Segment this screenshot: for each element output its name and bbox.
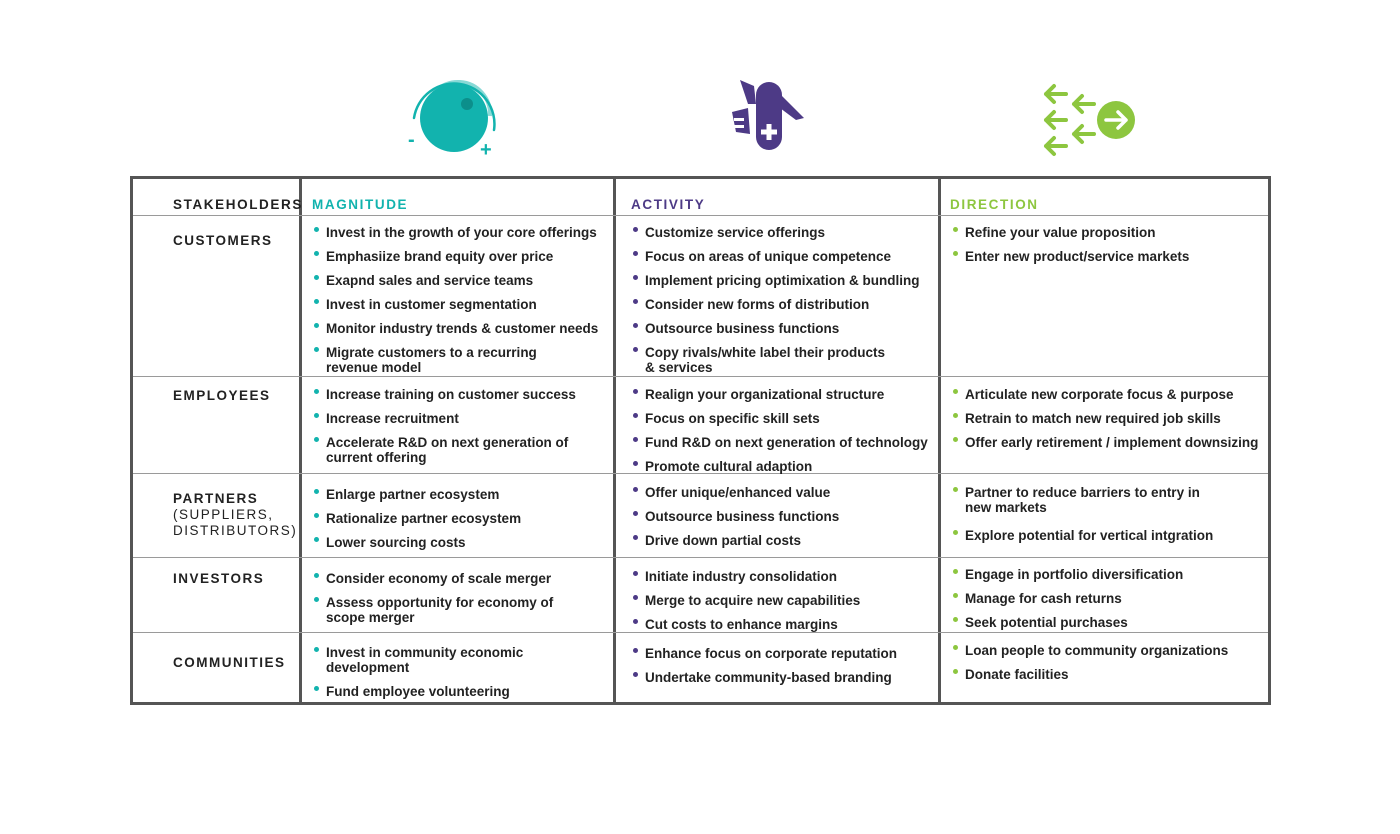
list-item: Consider economy of scale merger xyxy=(314,571,609,586)
communities-direction-list xyxy=(953,643,1263,691)
partners-sublabel: (SUPPLIERS, DISTRIBUTORS) xyxy=(173,507,298,538)
list-item: Enter new product/service markets xyxy=(953,249,1263,264)
list-item: Undertake community-based branding xyxy=(633,670,933,685)
list-item: Customize service offerings xyxy=(633,225,933,240)
list-item: Emphasiize brand equity over price xyxy=(314,249,609,264)
communities-magnitude-list xyxy=(314,645,609,708)
header-magnitude: MAGNITUDE xyxy=(312,197,409,212)
row-label-partners xyxy=(173,491,303,539)
list-item: Outsource business functions xyxy=(633,321,933,336)
list-item: Enlarge partner ecosystem xyxy=(314,487,609,502)
customers-direction-list xyxy=(953,225,1263,273)
list-item: Articulate new corporate focus & purpose xyxy=(953,387,1263,402)
column-divider xyxy=(613,179,616,702)
list-item: Rationalize partner ecosystem xyxy=(314,511,609,526)
row-divider xyxy=(133,557,1268,558)
dial-plus-label: + xyxy=(480,139,492,160)
list-item: Implement pricing optimixation & bundling xyxy=(633,273,933,288)
column-divider xyxy=(938,179,941,702)
list-item: Focus on specific skill sets xyxy=(633,411,933,426)
list-item: Invest in customer segmentation xyxy=(314,297,609,312)
partners-direction-list xyxy=(953,485,1263,552)
list-item: Refine your value proposition xyxy=(953,225,1263,240)
investors-direction-list xyxy=(953,567,1263,639)
row-label-communities: COMMUNITIES xyxy=(173,655,286,670)
list-item: Realign your organizational structure xyxy=(633,387,933,402)
strategy-matrix xyxy=(130,176,1271,705)
list-item: Fund R&D on next generation of technology xyxy=(633,435,933,450)
column-divider xyxy=(299,179,302,702)
list-item: Donate facilities xyxy=(953,667,1263,682)
row-label-employees: EMPLOYEES xyxy=(173,388,271,403)
list-item: Outsource business functions xyxy=(633,509,933,524)
list-item: Cut costs to enhance margins xyxy=(633,617,933,632)
communities-activity-list xyxy=(633,646,933,694)
header-stakeholders: STAKEHOLDERS xyxy=(173,197,303,212)
list-item: Loan people to community organizations xyxy=(953,643,1263,658)
partners-activity-list xyxy=(633,485,933,557)
list-item: Initiate industry consolidation xyxy=(633,569,933,584)
list-item: Seek potential purchases xyxy=(953,615,1263,630)
list-item: Fund employee volunteering xyxy=(314,684,609,699)
list-item: Exapnd sales and service teams xyxy=(314,273,609,288)
customers-activity-list xyxy=(633,225,933,384)
customers-magnitude-list xyxy=(314,225,609,384)
list-item: Copy rivals/white label their products & services xyxy=(633,345,895,375)
list-item: Enhance focus on corporate reputation xyxy=(633,646,933,661)
list-item: Increase training on customer success xyxy=(314,387,609,402)
row-label-customers: CUSTOMERS xyxy=(173,233,273,248)
employees-direction-list xyxy=(953,387,1263,459)
employees-magnitude-list xyxy=(314,387,609,474)
list-item: Manage for cash returns xyxy=(953,591,1263,606)
header-activity: ACTIVITY xyxy=(631,197,706,212)
list-item: Monitor industry trends & customer needs xyxy=(314,321,609,336)
list-item: Explore potential for vertical intgration xyxy=(953,528,1263,543)
list-item: Promote cultural adaption xyxy=(633,459,933,474)
list-item: Migrate customers to a recurring revenue model xyxy=(314,345,556,375)
list-item: Offer early retirement / implement downsizing xyxy=(953,435,1263,450)
dial-icon xyxy=(404,70,504,160)
arrows-direction-icon xyxy=(1038,80,1142,160)
list-item: Invest in community economic development xyxy=(314,645,609,675)
employees-activity-list xyxy=(633,387,933,483)
list-item: Accelerate R&D on next generation of current offering xyxy=(314,435,576,465)
header-direction: DIRECTION xyxy=(950,197,1039,212)
row-label-investors: INVESTORS xyxy=(173,571,265,586)
dial-minus-label: - xyxy=(408,129,415,151)
list-item: Invest in the growth of your core offerings xyxy=(314,225,609,240)
list-item: Consider new forms of distribution xyxy=(633,297,933,312)
list-item: Lower sourcing costs xyxy=(314,535,609,550)
list-item: Drive down partial costs xyxy=(633,533,933,548)
list-item: Retrain to match new required job skills xyxy=(953,411,1263,426)
list-item: Increase recruitment xyxy=(314,411,609,426)
list-item: Partner to reduce barriers to entry in new markets xyxy=(953,485,1205,515)
row-divider xyxy=(133,215,1268,216)
list-item: Engage in portfolio diversification xyxy=(953,567,1263,582)
list-item: Merge to acquire new capabilities xyxy=(633,593,933,608)
swiss-army-knife-icon xyxy=(726,74,816,154)
partners-magnitude-list xyxy=(314,487,609,559)
investors-magnitude-list xyxy=(314,571,609,634)
partners-label: PARTNERS xyxy=(173,491,259,506)
investors-activity-list xyxy=(633,569,933,641)
list-item: Assess opportunity for economy of scope merger xyxy=(314,595,561,625)
list-item: Offer unique/enhanced value xyxy=(633,485,933,500)
list-item: Focus on areas of unique competence xyxy=(633,249,933,264)
